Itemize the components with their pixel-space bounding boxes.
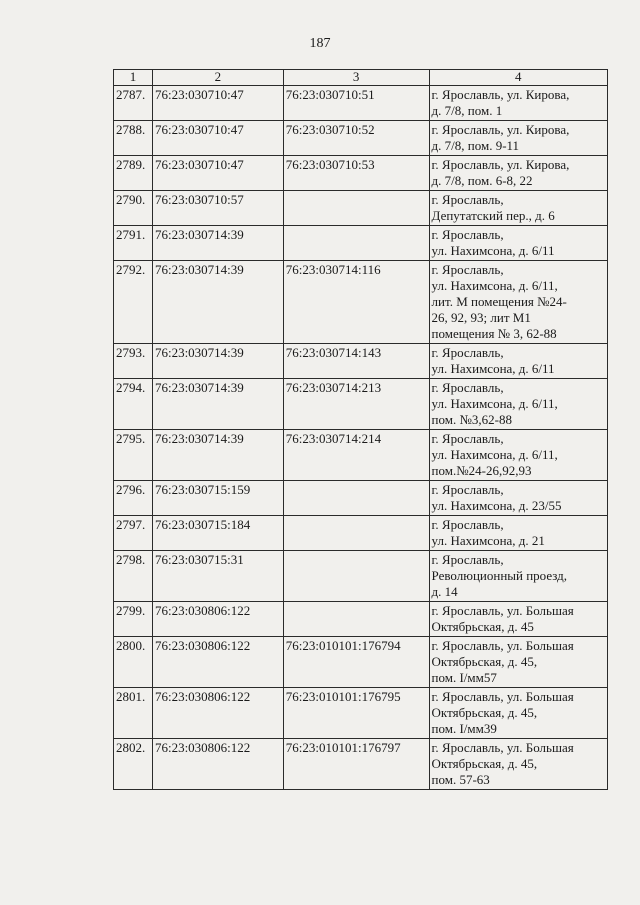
address-cell: г. Ярославль, ул. Нахимсона, д. 23/55 [429,481,607,516]
address-cell: г. Ярославль, ул. Нахимсона, д. 6/11 [429,226,607,261]
row-number-cell: 2801. [114,688,153,739]
table-row [114,121,608,156]
cadastral-number-cell: 76:23:030714:39 [152,379,283,430]
address-cell: г. Ярославль, ул. Большая Октябрьская, д. 45, пом. 57-63 [429,739,607,790]
cadastral-number-cell: 76:23:030714:39 [152,261,283,344]
row-number-cell: 2789. [114,156,153,191]
table-row [114,86,608,121]
row-number-cell: 2794. [114,379,153,430]
row-number-cell: 2788. [114,121,153,156]
table-row [114,551,608,602]
premises-cadastral-number-cell [283,226,429,261]
row-number-cell: 2798. [114,551,153,602]
cadastral-number-cell: 76:23:030715:184 [152,516,283,551]
cadastral-number-cell: 76:23:030715:159 [152,481,283,516]
address-cell: г. Ярославль, ул. Нахимсона, д. 6/11, пом. №3,62-88 [429,379,607,430]
table-row [114,261,608,344]
cadastral-number-cell: 76:23:030714:39 [152,430,283,481]
premises-cadastral-number-cell: 76:23:030710:52 [283,121,429,156]
row-number-cell: 2792. [114,261,153,344]
premises-cadastral-number-cell: 76:23:010101:176794 [283,637,429,688]
table-row [114,688,608,739]
premises-cadastral-number-cell: 76:23:030710:51 [283,86,429,121]
table-row [114,191,608,226]
address-cell: г. Ярославль, ул. Кирова, д. 7/8, пом. 9-11 [429,121,607,156]
premises-cadastral-number-cell: 76:23:030714:116 [283,261,429,344]
row-number-cell: 2796. [114,481,153,516]
row-number-cell: 2791. [114,226,153,261]
premises-cadastral-number-cell [283,516,429,551]
table-header-row [114,70,608,86]
address-cell: г. Ярославль, Депутатский пер., д. 6 [429,191,607,226]
cadastral-number-cell: 76:23:030710:47 [152,121,283,156]
premises-cadastral-number-cell: 76:23:030714:143 [283,344,429,379]
row-number-cell: 2799. [114,602,153,637]
premises-cadastral-number-cell: 76:23:030710:53 [283,156,429,191]
premises-cadastral-number-cell [283,481,429,516]
row-number-cell: 2790. [114,191,153,226]
table-row [114,156,608,191]
table-row [114,481,608,516]
column-header-1: 1 [114,70,153,86]
address-cell: г. Ярославль, ул. Большая Октябрьская, д. 45, пом. I/мм57 [429,637,607,688]
premises-cadastral-number-cell: 76:23:030714:214 [283,430,429,481]
address-cell: г. Ярославль, ул. Большая Октябрьская, д. 45, пом. I/мм39 [429,688,607,739]
premises-cadastral-number-cell: 76:23:010101:176797 [283,739,429,790]
row-number-cell: 2800. [114,637,153,688]
address-cell: г. Ярославль, ул. Большая Октябрьская, д. 45 [429,602,607,637]
cadastral-number-cell: 76:23:030710:47 [152,156,283,191]
column-header-4: 4 [429,70,607,86]
address-cell: г. Ярославль, ул. Нахимсона, д. 6/11, лит. М помещения №24- 26, 92, 93; лит М1 помещения № 3, 62-88 [429,261,607,344]
cadastral-number-cell: 76:23:030806:122 [152,637,283,688]
column-header-2: 2 [152,70,283,86]
table-row [114,344,608,379]
row-number-cell: 2793. [114,344,153,379]
table-row [114,637,608,688]
address-cell: г. Ярославль, ул. Нахимсона, д. 6/11 [429,344,607,379]
cadastral-number-cell: 76:23:030806:122 [152,739,283,790]
cadastral-number-cell: 76:23:030710:47 [152,86,283,121]
row-number-cell: 2802. [114,739,153,790]
premises-cadastral-number-cell [283,551,429,602]
row-number-cell: 2795. [114,430,153,481]
cadastral-number-cell: 76:23:030806:122 [152,688,283,739]
premises-cadastral-number-cell [283,602,429,637]
table-row [114,516,608,551]
cadastral-number-cell: 76:23:030710:57 [152,191,283,226]
address-cell: г. Ярославль, ул. Кирова, д. 7/8, пом. 6-8, 22 [429,156,607,191]
table-row [114,226,608,261]
row-number-cell: 2797. [114,516,153,551]
address-cell: г. Ярославль, ул. Кирова, д. 7/8, пом. 1 [429,86,607,121]
address-cell: г. Ярославль, ул. Нахимсона, д. 21 [429,516,607,551]
address-cell: г. Ярославль, Революционный проезд, д. 14 [429,551,607,602]
row-number-cell: 2787. [114,86,153,121]
cadastral-number-cell: 76:23:030806:122 [152,602,283,637]
column-header-3: 3 [283,70,429,86]
cadastral-number-cell: 76:23:030714:39 [152,344,283,379]
page-number: 187 [309,36,331,51]
cadastral-number-cell: 76:23:030714:39 [152,226,283,261]
premises-cadastral-number-cell: 76:23:010101:176795 [283,688,429,739]
registry-table [113,69,608,790]
cadastral-number-cell: 76:23:030715:31 [152,551,283,602]
table-row [114,430,608,481]
address-cell: г. Ярославль, ул. Нахимсона, д. 6/11, пом.№24-26,92,93 [429,430,607,481]
table-row [114,379,608,430]
table-row [114,602,608,637]
premises-cadastral-number-cell: 76:23:030714:213 [283,379,429,430]
premises-cadastral-number-cell [283,191,429,226]
table-row [114,739,608,790]
